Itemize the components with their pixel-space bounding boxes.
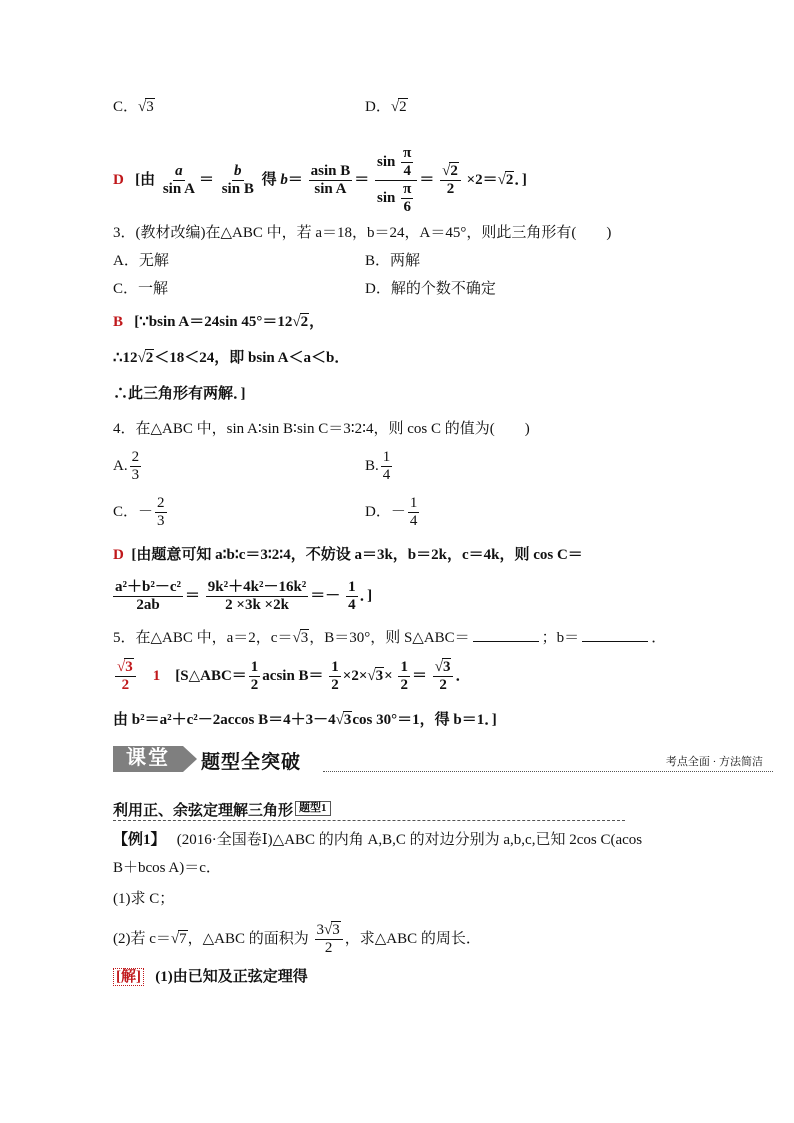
example1-part1: (1)求 C； (113, 891, 175, 907)
q5-blank-b (582, 627, 648, 642)
q3-solution-line2: ∴12√2＜18＜24，即 bsin A＜a＜b． (113, 350, 350, 366)
section-banner (113, 745, 773, 780)
q5-answer-b: 1 (152, 668, 161, 684)
topic-divider (113, 820, 625, 821)
banner-arrow-icon (183, 746, 197, 772)
q3-option-d: D．解的个数不确定 (365, 281, 496, 297)
example1-line1: 【例1】 (2016·全国卷Ⅰ)△ABC 的内角 A,B,C 的对边分别为 a,b,c,已知 2cos C(acos (113, 832, 643, 848)
q4-option-a: A. $\frac{2}{3}$ (113, 449, 140, 484)
sqrt-3: √3 (138, 99, 154, 115)
q3-solution-line3: ∴此三角形有两解．] (113, 386, 246, 402)
banner-title: 题型全突破 (201, 751, 302, 773)
q4-option-b: B. $\frac{1}{4}$ (365, 449, 391, 484)
q4-answer: D (113, 547, 124, 563)
q4-option-c: C．－ $\frac{2}{3}$ (113, 495, 165, 530)
ketang-logo: 课堂 KETANG (113, 746, 183, 772)
q4-solution-line2: $\frac{\text{a²＋b²－c²}}{2ab}$ ＝ $\frac{\text{9k²＋4k²－16k²}}{2 \times 3k \times 2k}$ ＝－ $\frac{1}{4}$ ．] (115, 579, 373, 614)
q3-option-c: C．一解 (113, 281, 169, 297)
solution-label: [解] (113, 968, 144, 986)
q3-option-a: A．无解 (113, 253, 169, 269)
example1-solution: [解] (1)由已知及正弦定理得 (113, 967, 308, 987)
q2-option-d: D．√2 (365, 99, 407, 115)
banner-tagline: 考点全面 · 方法简洁 (665, 756, 763, 768)
example1-part2: (2)若 c＝√7，△ABC 的面积为 $\frac{3√3}{2}$ ，求△ABC 的周长． (113, 922, 481, 957)
q3-answer: B (113, 314, 124, 330)
q2-solution: D [由 $\frac{a}{\text{sin A}}$ ＝ $\frac{b}{\text{sin B}}$ 得 b＝ $\frac{\text{asin B}}{\text{sin A}}$ ＝ sin $\frac{\pi}{4}$ sin $\frac{\pi}{6}$ ＝ $\frac{√2}{2}$ ×2＝√2．] (113, 145, 527, 215)
example1-line2: B＋bcos A)＝c． (113, 860, 221, 876)
topic-heading: 利用正、余弦定理解三角形 题型1 (113, 801, 331, 821)
q3-option-b: B．两解 (365, 253, 421, 269)
topic-tag: 题型1 (295, 801, 331, 816)
q2-option-c: C．√3 (113, 99, 154, 115)
example1-label: 【例1】 (113, 832, 166, 848)
banner-divider (323, 771, 773, 772)
q5-stem: 5．在△ABC 中，a＝2，c＝√3，B＝30°，则 S△ABC＝ ；b＝ ． (113, 627, 666, 648)
q4-solution-line1: D [由题意可知 a∶b∶c＝3∶2∶4，不妨设 a＝3k，b＝2k，c＝4k，则 cos C＝ (113, 547, 583, 563)
q5-solution-line2: 由 b²＝a²＋c²－2accos B＝4＋3－4√3cos 30°＝1，得 b＝1．] (113, 712, 497, 728)
q5-answer-area: $\frac{√3}{2}$ (115, 659, 136, 694)
q3-solution-line1: B [∵bsin A＝24sin 45°＝12√2， (113, 314, 325, 330)
q2-answer: D (113, 171, 124, 188)
q5-solution-line1: $\frac{√3}{2}$ 1 [S△ABC＝ $\frac{1}{2}$ acsin B＝ $\frac{1}{2}$ ×2×√3× $\frac{1}{2}$ ＝ $\frac{√3}{2}$ ． (117, 659, 471, 694)
q4-option-d: D．－ $\frac{1}{4}$ (365, 495, 418, 530)
q3-stem: 3．(教材改编)在△ABC 中，若 a＝18，b＝24，A＝45°，则此三角形有( ) (113, 225, 612, 241)
q4-stem: 4．在△ABC 中，sin A∶sin B∶sin C＝3∶2∶4，则 cos C 的值为( ) (113, 421, 530, 437)
q5-blank-area (473, 627, 539, 642)
